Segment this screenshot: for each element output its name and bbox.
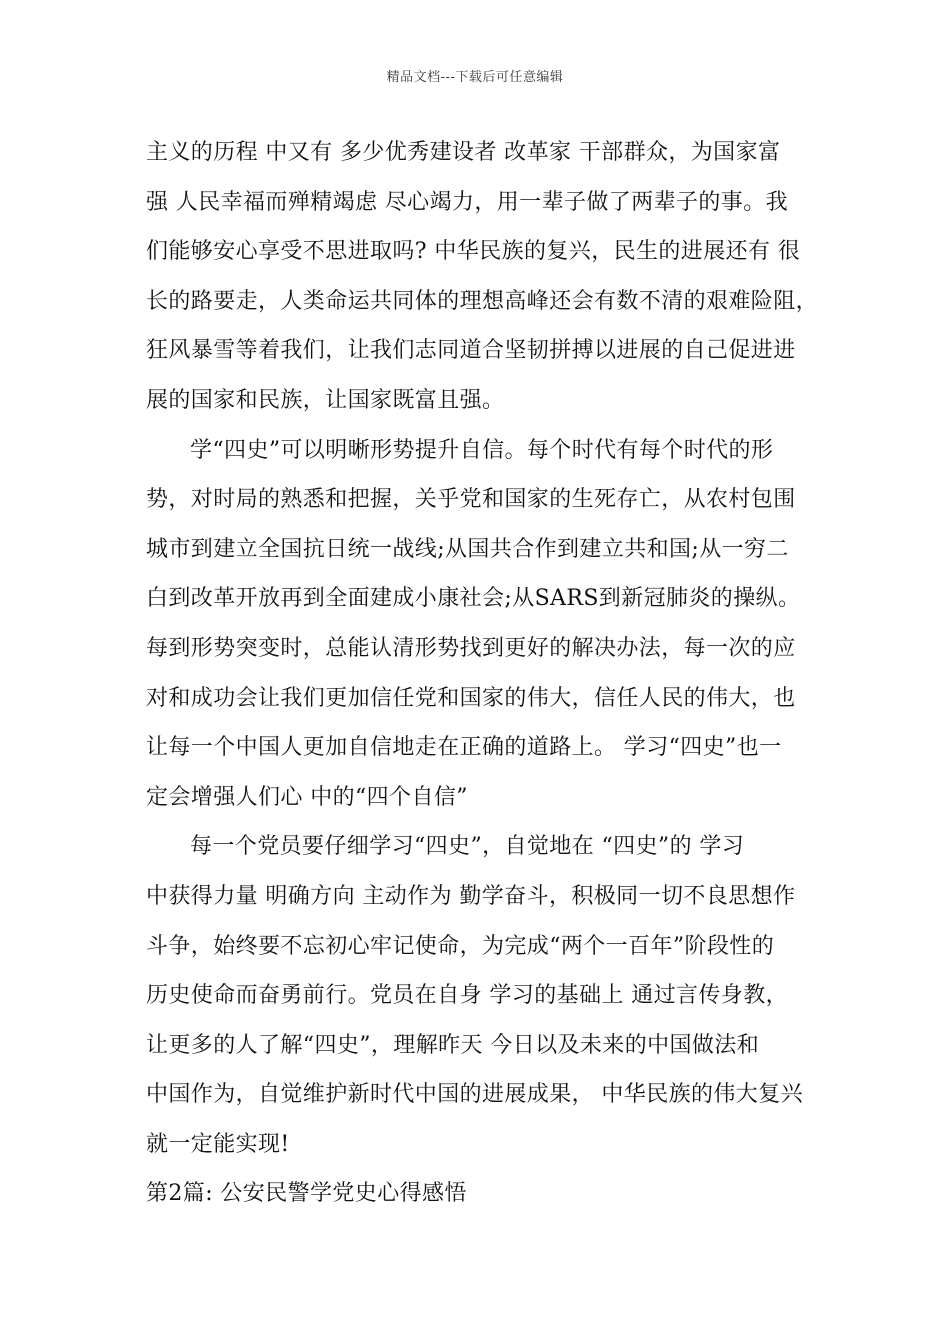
text-line: 让更多的人了解“四史”，理解昨天 今日以及未来的中国做法和 xyxy=(146,1032,760,1058)
text-line: 让每一个中国人更加自信地走在正确的道路上。 学习“四史”也一 xyxy=(146,735,782,761)
text-line: 中国作为，自觉维护新时代中国的进展成果， 中华民族的伟大复兴 xyxy=(146,1082,803,1108)
paragraph-start-line: 每一个党员要仔细学习“四史”，自觉地在 “四史”的 学习 xyxy=(190,834,745,860)
text-line: 主义的历程 中又有 多少优秀建设者 改革家 干部群众，为国家富 xyxy=(146,140,781,165)
text-line: 长的路要走，人类命运共同体的理想高峰还会有数不清的艰难险阻， xyxy=(146,288,819,314)
text-line: 狂风暴雪等着我们，让我们志同道合坚韧拼搏以进展的自己促进进 xyxy=(146,338,796,364)
text-line: 展的国家和民族，让国家既富且强。 xyxy=(146,387,505,413)
paragraph-start-line: 学“四史”可以明晰形势提升自信。每个时代有每个时代的形 xyxy=(190,437,774,463)
document-body xyxy=(146,128,826,1219)
text-line: 斗争，始终要不忘初心牢记使命，为完成“两个一百年”阶段性的 xyxy=(146,933,775,959)
text-line: 势，对时局的熟悉和把握，关乎党和国家的生死存亡，从农村包围 xyxy=(146,487,796,513)
text-line: 每到形势突变时，总能认清形势找到更好的解决办法，每一次的应 xyxy=(146,635,796,661)
text-line: 定会增强人们心 中的“四个自信” xyxy=(146,784,468,810)
text-line: 对和成功会让我们更加信任党和国家的伟大，信任人民的伟大，也 xyxy=(146,685,796,711)
text-line: 们能够安心享受不思进取吗? 中华民族的复兴，民生的进展还有 很 xyxy=(146,239,801,265)
text-line: 白到改革开放再到全面建成小康社会;从SARS到新冠肺炎的操纵。 xyxy=(146,586,801,612)
section-heading: 第2篇: 公安民警学党史心得感悟 xyxy=(146,1181,467,1207)
text-line: 就一定能实现! xyxy=(146,1131,290,1157)
text-line: 历史使命而奋勇前行。党员在自身 学习的基础上 通过言传身教， xyxy=(146,983,788,1009)
text-line: 城市到建立全国抗日统一战线;从国共合作到建立共和国;从一穷二 xyxy=(146,536,789,562)
text-line: 中获得力量 明确方向 主动作为 勤学奋斗，积极同一切不良思想作 xyxy=(146,883,796,909)
text-line: 强 人民幸福而殚精竭虑 尽心竭力，用一辈子做了两辈子的事。我 xyxy=(146,189,788,215)
page-header: 精品文档---下载后可任意编辑 xyxy=(386,70,564,85)
